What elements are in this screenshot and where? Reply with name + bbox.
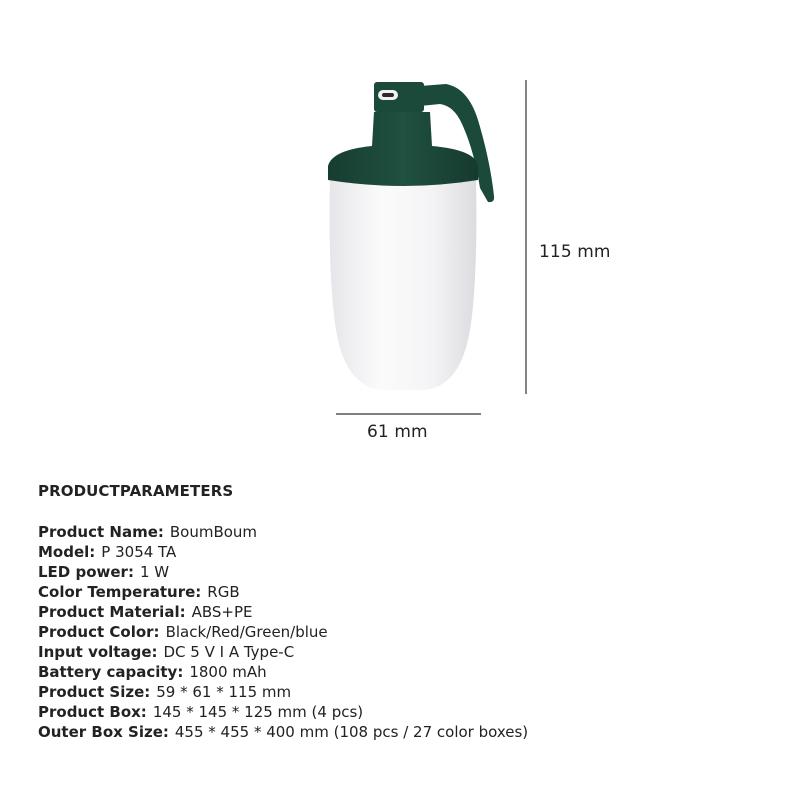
parameter-key: Product Color: [38, 623, 160, 641]
parameter-key: Outer Box Size: [38, 723, 169, 741]
parameter-value: BoumBoum [169, 523, 258, 541]
parameter-row [38, 602, 778, 622]
parameter-value: 145 * 145 * 125 mm (4 pcs) [152, 703, 364, 721]
parameter-value: RGB [207, 583, 240, 601]
parameter-key: LED power: [38, 563, 134, 581]
parameter-row [38, 562, 778, 582]
parameter-key: Product Box: [38, 703, 147, 721]
parameter-value: Black/Red/Green/blue [165, 623, 328, 641]
parameter-value: P 3054 TA [101, 543, 177, 561]
parameter-key: Product Material: [38, 603, 186, 621]
parameter-row [38, 542, 778, 562]
parameter-value: 59 * 61 * 115 mm [156, 683, 292, 701]
parameter-key: Product Name: [38, 523, 164, 541]
parameter-row [38, 522, 778, 542]
parameter-value: 1 W [139, 563, 170, 581]
parameter-key: Model: [38, 543, 96, 561]
parameter-row [38, 582, 778, 602]
parameters-heading: PRODUCTPARAMETERS [38, 482, 234, 500]
product-parameters [38, 482, 778, 742]
parameter-key: Color Temperature: [38, 583, 202, 601]
parameter-value: 455 * 455 * 400 mm (108 pcs / 27 color boxes) [174, 723, 529, 741]
parameter-key: Battery capacity: [38, 663, 184, 681]
parameter-value: DC 5 V I A Type-C [163, 643, 295, 661]
parameter-row [38, 722, 778, 742]
width-dimension-label: 61 mm [367, 422, 428, 442]
parameter-row [38, 642, 778, 662]
parameter-value: 1800 mAh [189, 663, 267, 681]
parameter-key: Product Size: [38, 683, 151, 701]
parameter-row [38, 622, 778, 642]
parameter-key: Input voltage: [38, 643, 158, 661]
lamp-body [330, 178, 477, 390]
parameter-row [38, 662, 778, 682]
parameter-row [38, 682, 778, 702]
parameter-row [38, 702, 778, 722]
parameters-list [38, 522, 778, 742]
lamp-cap [328, 112, 478, 186]
height-dimension-label: 115 mm [539, 242, 611, 262]
parameter-value: ABS+PE [191, 603, 253, 621]
